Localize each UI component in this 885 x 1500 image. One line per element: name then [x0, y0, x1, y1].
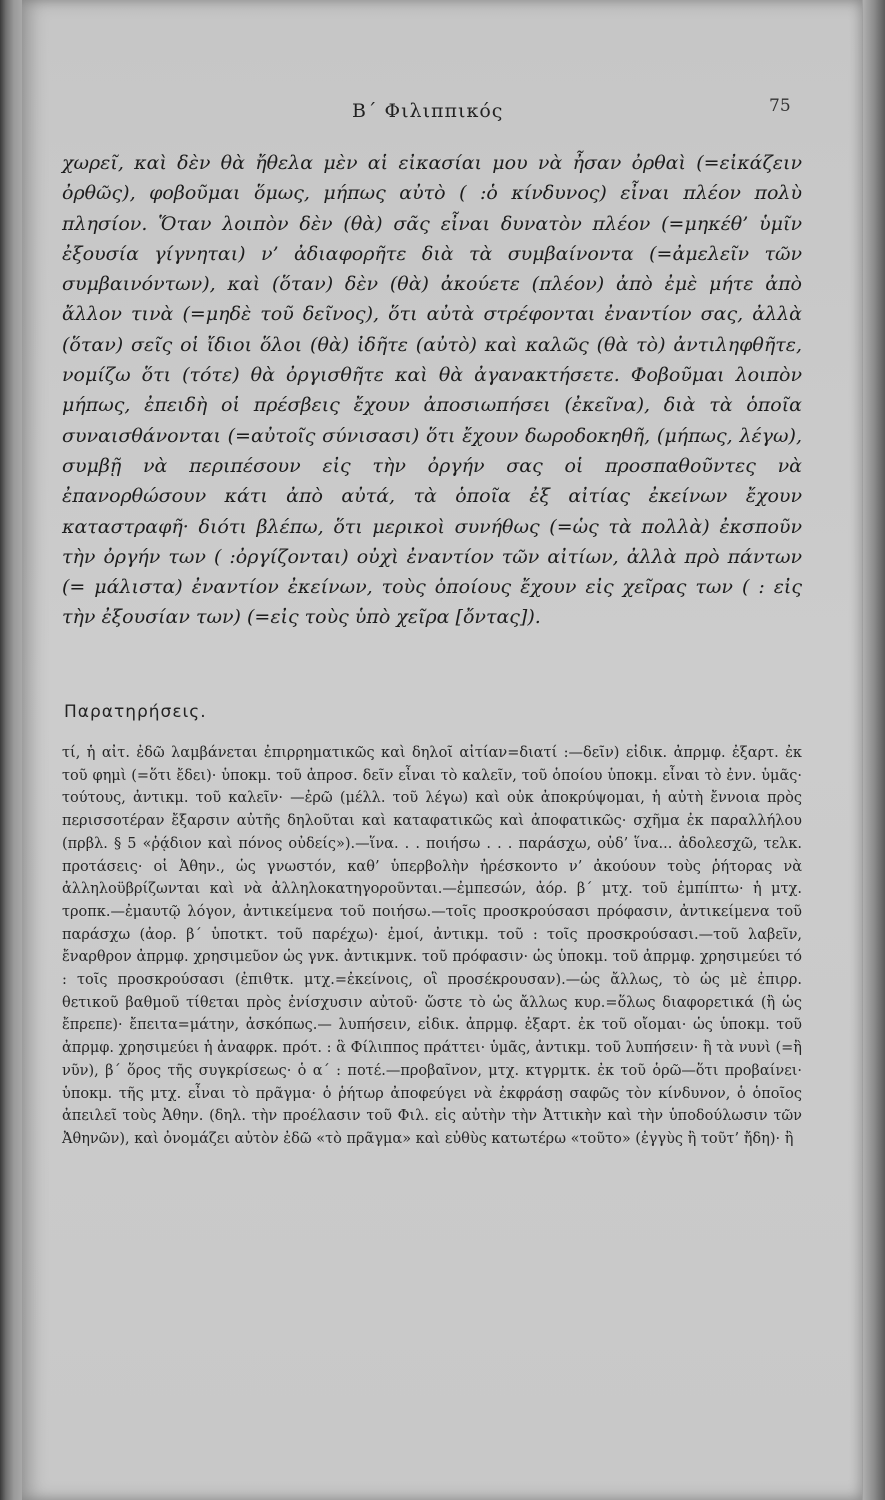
page-header — [22, 96, 862, 130]
book-page — [22, 0, 862, 1500]
page-edge-shadow — [863, 0, 885, 1500]
notes-heading: Παρατηρήσεις. — [64, 702, 207, 722]
notes-paragraph: τί, ἡ αἰτ. ἐδῶ λαμβάνεται ἐπιρρηματικῶς καὶ δηλοῖ αἰτίαν=διατί :—δεῖν) εἰδικ. ἀπρμφ. ἐξαρτ. ἐκ τοῦ φημὶ (=ὅτι ἔδει)· ὑποκμ. τοῦ ἀπροσ. δεῖν εἶναι τὸ καλεῖν, τοῦ ὁποίου ὑποκμ. εἶναι τὸ ἐνν. ὑμᾶς· τούτους, ἀντικμ. τοῦ καλεῖν· —ἐρῶ (μέλλ. τοῦ λέγω) καὶ οὐκ ἀποκρύψομαι, ἡ αὐτὴ ἔννοια πρὸς περισσοτέραν ἔξαρσιν αὐτῆς δηλοῦται καὶ καταφατικῶς καὶ ἀποφατικῶς· σχῆμα ἐκ παραλλήλου (πρβλ. § 5 «ῥᾴδιον καὶ πόνος οὐδείς»).—ἵνα. . . ποιήσω . . . παράσχω, οὐδ’ ἵνα... ἀδολεσχῶ, τελκ. προτάσεις· οἱ Ἀθην., ὡς γνωστόν, καθ’ ὑπερβολὴν ἠρέσκοντο ν’ ἀκούουν τοὺς ῥήτορας νὰ ἀλληλοϋβρίζωνται καὶ νὰ ἀλληλοκατηγοροῦνται.—ἐμπεσών, ἀόρ. β΄ μτχ. τοῦ ἐμπίπτω· ἡ μτχ. τροπκ.—ἐμαυτῷ λόγον, ἀντικείμενα τοῦ ποιήσω.—τοῖς προσκρούσασι πρόφασιν, ἀντικείμενα τοῦ παράσχω (ἀορ. β΄ ὑποτκτ. τοῦ παρέχω)· ἐμοί, ἀντικμ. τοῦ : τοῖς προσκρούσασι.—τοῦ λαβεῖν, ἔναρθρον ἀπρμφ. χρησιμεῦον ὡς γνκ. ἀντικμνκ. τοῦ πρόφασιν· ὡς ὑποκμ. τοῦ ἀπρμφ. χρησιμεύει τό : τοῖς προσκρούσασι (ἐπιθτκ. μτχ.=ἐκείνοις, οἳ προσέκρουσαν).—ὡς ἄλλως, τὸ ὡς μὲ ἐπιρρ. θετικοῦ βαθμοῦ τίθεται πρὸς ἐνίσχυσιν αὐτοῦ· ὥστε τὸ ὡς ἄλλως κυρ.=ὅλως διαφορετικά (ἢ ὡς ἔπρεπε)· ἔπειτα=μάτην, ἀσκόπως.— λυπήσειν, εἰδικ. ἀπρμφ. ἐξαρτ. ἐκ τοῦ οἴομαι· ὡς ὑποκμ. τοῦ ἀπρμφ. χρησιμεύει ἡ ἀναφρκ. πρότ. : ἃ Φίλιππος πράττει· ὑμᾶς, ἀντικμ. τοῦ λυπήσειν· ἢ τὰ νυνὶ (=ἢ νῦν), β΄ ὅρος τῆς συγκρίσεως· ὁ α΄ : ποτέ.—προβαῖνον, μτχ. κτγρμτκ. ἐκ τοῦ ὁρῶ—ὅτι προβαίνει· ὑποκμ. τῆς μτχ. εἶναι τὸ πρᾶγμα· ὁ ῥήτωρ ἀποφεύγει νὰ ἐκφράσῃ σαφῶς τὸν κίνδυνον, ὁ ὁποῖος ἀπειλεῖ τοὺς Ἀθην. (δηλ. τὴν προέλασιν τοῦ Φιλ. εἰς αὐτὴν τὴν Ἀττικὴν καὶ τὴν ὑποδούλωσιν τῶν Ἀθηνῶν), καὶ ὀνομάζει αὐτὸν ἐδῶ «τὸ πρᾶγμα» καὶ εὐθὺς κατωτέρω «τοῦτο» (ἐγγὺς ἢ τοῦτ’ ἤδη)· ἢ — [62, 745, 802, 1147]
page-number: 75 — [769, 96, 791, 116]
translation-paragraph: χωρεῖ, καὶ δὲν θὰ ἤθελα μὲν αἱ εἰκασίαι μου νὰ ἦσαν ὀρθαὶ (=εἰκάζειν ὀρθῶς), φοβοῦμαι ὅμως, μήπως αὐτὸ ( :ὁ κίνδυνος) εἶναι πλέον πολὺ πλησίον. Ὅταν λοιπὸν δὲν (θὰ) σᾶς εἶναι δυνατὸν πλέον (=μηκέθ’ ὑμῖν ἐξουσία γίγνηται) ν’ ἀδιαφορῆτε διὰ τὰ συμβαίνοντα (=ἀμελεῖν τῶν συμβαινόντων), καὶ (ὅταν) δὲν (θὰ) ἀκούετε (πλέον) ἀπὸ ἐμὲ μήτε ἀπὸ ἄλλον τινὰ (=μηδὲ τοῦ δεῖνος), ὅτι αὐτὰ στρέφονται ἐναντίον σας, ἀλλὰ (ὅταν) σεῖς οἱ ἴδιοι ὅλοι (θὰ) ἰδῆτε (αὐτὸ) καὶ καλῶς (θὰ τὸ) ἀντιληφθῆτε, νομίζω ὅτι (τότε) θὰ ὀργισθῆτε καὶ θὰ ἀγανακτήσετε. Φοβοῦμαι λοιπὸν μήπως, ἐπειδὴ οἱ πρέσβεις ἔχουν ἀποσιωπήσει (ἐκεῖνα), διὰ τὰ ὁποῖα συναισθάνονται (=αὐτοῖς σύνισασι) ὅτι ἔχουν δωροδοκηθῆ, (μήπως, λέγω), συμβῇ νὰ περιπέσουν εἰς τὴν ὀργήν σας οἱ προσπαθοῦντες νὰ ἐπανορθώσουν κάτι ἀπὸ αὐτά, τὰ ὁποῖα ἐξ αἰτίας ἐκείνων ἔχουν καταστραφῆ· διότι βλέπω, ὅτι μερικοὶ συνήθως (=ὡς τὰ πολλὰ) ἐκσποῦν τὴν ὀργήν των ( :ὀργίζονται) οὐχὶ ἐναντίον τῶν αἰτίων, ἀλλὰ πρὸ πάντων (= μάλιστα) ἐναντίον ἐκείνων, τοὺς ὁποίους ἔχουν εἰς χεῖρας των ( : εἰς τὴν ἐξουσίαν των) (=εἰς τοὺς ὑπὸ χεῖρα [ὄντας]). — [62, 152, 802, 629]
running-title: Β΄ Φιλιππικός — [352, 100, 504, 122]
